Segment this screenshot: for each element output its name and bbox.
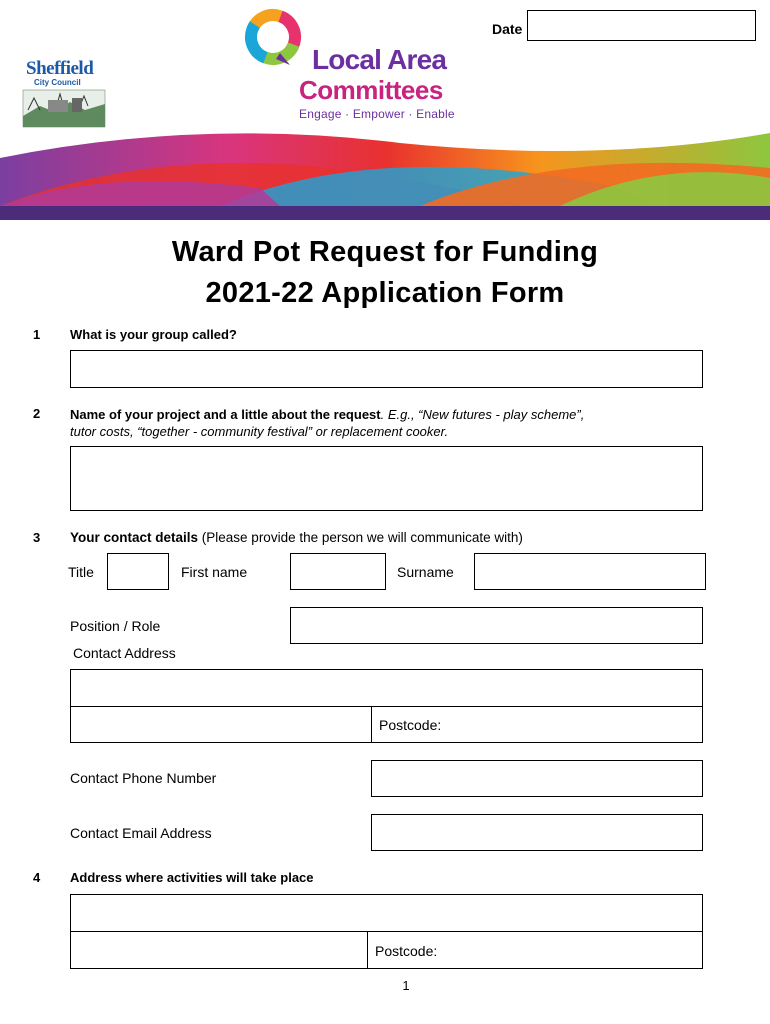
question-2-label xyxy=(70,406,710,440)
activity-address-line1-field[interactable] xyxy=(70,894,703,932)
activity-postcode-field[interactable] xyxy=(367,931,703,969)
sheffield-council-logo xyxy=(20,58,112,130)
title-field[interactable] xyxy=(107,553,169,590)
question-3-number: 3 xyxy=(33,530,41,545)
question-3-note: (Please provide the person we will communicate with) xyxy=(198,530,523,545)
contact-postcode-label: Postcode: xyxy=(379,717,442,733)
page-number: 1 xyxy=(402,978,410,993)
question-2-example-1: . E.g., “New futures - play scheme”, xyxy=(380,407,585,422)
contact-address-line1-field[interactable] xyxy=(70,669,703,707)
question-3-label xyxy=(70,530,523,545)
project-description-field[interactable] xyxy=(70,446,703,511)
form-title-line2: 2021-22 Application Form xyxy=(205,277,565,309)
position-field[interactable] xyxy=(290,607,703,644)
header-banner xyxy=(0,128,770,220)
question-1-number: 1 xyxy=(33,327,41,342)
question-2-bold-text: Name of your project and a little about the request xyxy=(70,407,381,422)
contact-postcode-field[interactable] xyxy=(371,706,703,743)
question-2-number: 2 xyxy=(33,406,41,421)
council-subtitle: City Council xyxy=(34,78,81,87)
lac-tagline: Engage · Empower · Enable xyxy=(299,107,455,121)
first-name-field[interactable] xyxy=(290,553,386,590)
first-name-label: First name xyxy=(181,564,248,580)
contact-address-line2-field[interactable] xyxy=(70,706,372,743)
date-label: Date xyxy=(492,21,523,37)
activity-postcode-label: Postcode: xyxy=(375,943,438,959)
question-3-bold-text: Your contact details xyxy=(70,530,199,545)
surname-label: Surname xyxy=(397,564,454,580)
form-title-line1: Ward Pot Request for Funding xyxy=(171,236,599,268)
question-4-label: Address where activities will take place xyxy=(70,870,314,885)
contact-email-label: Contact Email Address xyxy=(70,825,212,841)
contact-phone-label: Contact Phone Number xyxy=(70,770,217,786)
local-area-committees-logo-icon xyxy=(228,3,318,71)
contact-phone-field[interactable] xyxy=(371,760,703,797)
council-crest-icon xyxy=(20,58,112,130)
lac-title-line1: Local Area xyxy=(312,44,447,75)
group-name-field[interactable] xyxy=(70,350,703,388)
question-2-example-2: tutor costs, “together - community festival” or replacement cooker. xyxy=(70,424,449,439)
question-1-label: What is your group called? xyxy=(70,327,237,342)
activity-address-line2-field[interactable] xyxy=(70,931,368,969)
surname-field[interactable] xyxy=(474,553,706,590)
contact-email-field[interactable] xyxy=(371,814,703,851)
council-name: Sheffield xyxy=(26,58,94,79)
position-label: Position / Role xyxy=(70,618,161,634)
question-4-number: 4 xyxy=(33,870,41,885)
date-field[interactable] xyxy=(527,10,756,41)
title-label: Title xyxy=(68,564,94,580)
lac-title-line2: Committees xyxy=(299,75,443,105)
contact-address-label: Contact Address xyxy=(73,645,176,661)
